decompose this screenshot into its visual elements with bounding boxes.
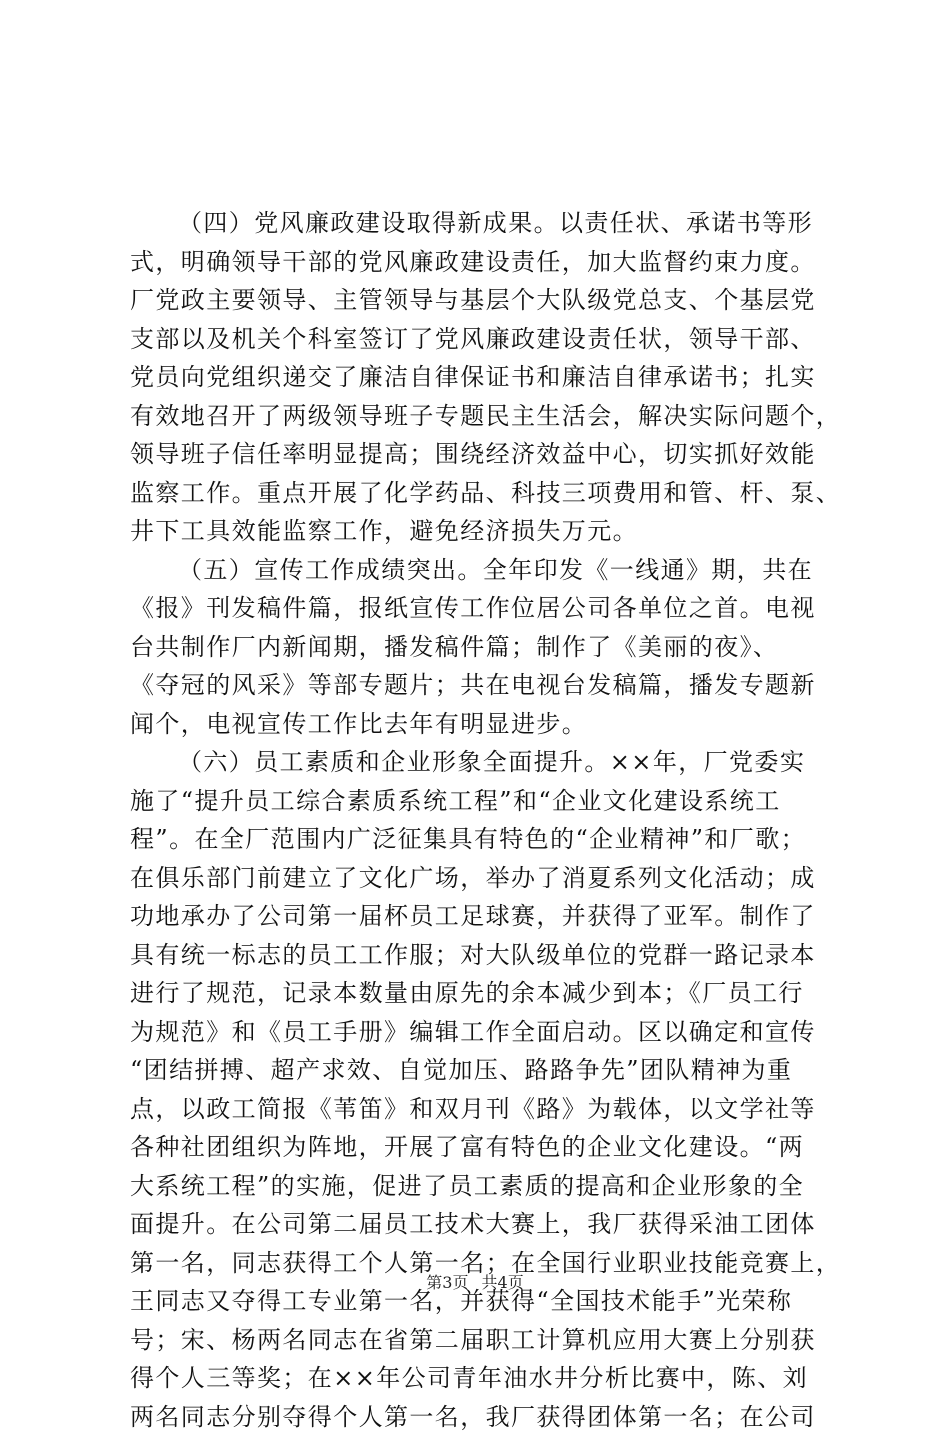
text-line: 程”。在全厂范围内广泛征集具有特色的“企业精神”和厂歌； (130, 820, 835, 859)
text-line: 两名同志分别夺得个人第一名，我厂获得团体第一名；在公司 (130, 1398, 835, 1436)
text-line: （四）党风廉政建设取得新成果。以责任状、承诺书等形 (130, 204, 835, 243)
text-line: 井下工具效能监察工作，避免经济损失万元。 (130, 512, 835, 551)
text-line: 具有统一标志的员工工作服；对大队级单位的党群一路记录本 (130, 936, 835, 975)
text-line: 领导班子信任率明显提高；围绕经济效益中心，切实抓好效能 (130, 435, 835, 474)
text-line: “团结拼搏、超产求效、自觉加压、路路争先”团队精神为重 (130, 1051, 835, 1090)
text-line: 监察工作。重点开展了化学药品、科技三项费用和管、杆、泵、 (130, 474, 835, 513)
text-line: 闻个，电视宣传工作比去年有明显进步。 (130, 705, 835, 744)
text-line: 《夺冠的风采》等部专题片；共在电视台发稿篇，播发专题新 (130, 666, 835, 705)
text-line: 大系统工程”的实施，促进了员工素质的提高和企业形象的全 (130, 1167, 835, 1206)
text-line: 各种社团组织为阵地，开展了富有特色的企业文化建设。“两 (130, 1128, 835, 1167)
text-line: 点，以政工简报《苇笛》和双月刊《路》为载体，以文学社等 (130, 1090, 835, 1129)
text-line: 式，明确领导干部的党风廉政建设责任，加大监督约束力度。 (130, 243, 835, 282)
text-line: （五）宣传工作成绩突出。全年印发《一线通》期，共在 (130, 551, 835, 590)
paragraph-publicity (130, 551, 835, 744)
paragraph-party-conduct (130, 204, 835, 551)
page-footer (0, 1270, 950, 1293)
document-body (130, 204, 835, 1436)
text-line: 支部以及机关个科室签订了党风廉政建设责任状，领导干部、 (130, 320, 835, 359)
page-number: 第3页 (426, 1273, 468, 1292)
text-line: （六）员工素质和企业形象全面提升。××年，厂党委实 (130, 743, 835, 782)
text-line: 功地承办了公司第一届杯员工足球赛，并获得了亚军。制作了 (130, 897, 835, 936)
text-line: 得个人三等奖；在××年公司青年油水井分析比赛中，陈、刘 (130, 1359, 835, 1398)
paragraph-staff-quality (130, 743, 835, 1436)
text-line: 为规范》和《员工手册》编辑工作全面启动。区以确定和宣传 (130, 1013, 835, 1052)
text-line: 有效地召开了两级领导班子专题民主生活会，解决实际问题个， (130, 397, 835, 436)
text-line: 党员向党组织递交了廉洁自律保证书和廉洁自律承诺书；扎实 (130, 358, 835, 397)
text-line: 号；宋、杨两名同志在省第二届职工计算机应用大赛上分别获 (130, 1321, 835, 1360)
text-line: 第一名，同志获得工个人第一名；在全国行业职业技能竞赛上， (130, 1244, 835, 1283)
text-line: 厂党政主要领导、主管领导与基层个大队级党总支、个基层党 (130, 281, 835, 320)
text-line: 《报》刊发稿件篇，报纸宣传工作位居公司各单位之首。电视 (130, 589, 835, 628)
text-line: 在俱乐部门前建立了文化广场，举办了消夏系列文化活动；成 (130, 859, 835, 898)
text-line: 面提升。在公司第二届员工技术大赛上，我厂获得采油工团体 (130, 1205, 835, 1244)
text-line: 施了“提升员工综合素质系统工程”和“企业文化建设系统工 (130, 782, 835, 821)
text-line: 台共制作厂内新闻期，播发稿件篇；制作了《美丽的夜》、 (130, 628, 835, 667)
text-line: 进行了规范，记录本数量由原先的余本减少到本；《厂员工行 (130, 974, 835, 1013)
page-total: 共4页 (482, 1273, 524, 1292)
text-line: 王同志又夺得工专业第一名，并获得“全国技术能手”光荣称 (130, 1282, 835, 1321)
